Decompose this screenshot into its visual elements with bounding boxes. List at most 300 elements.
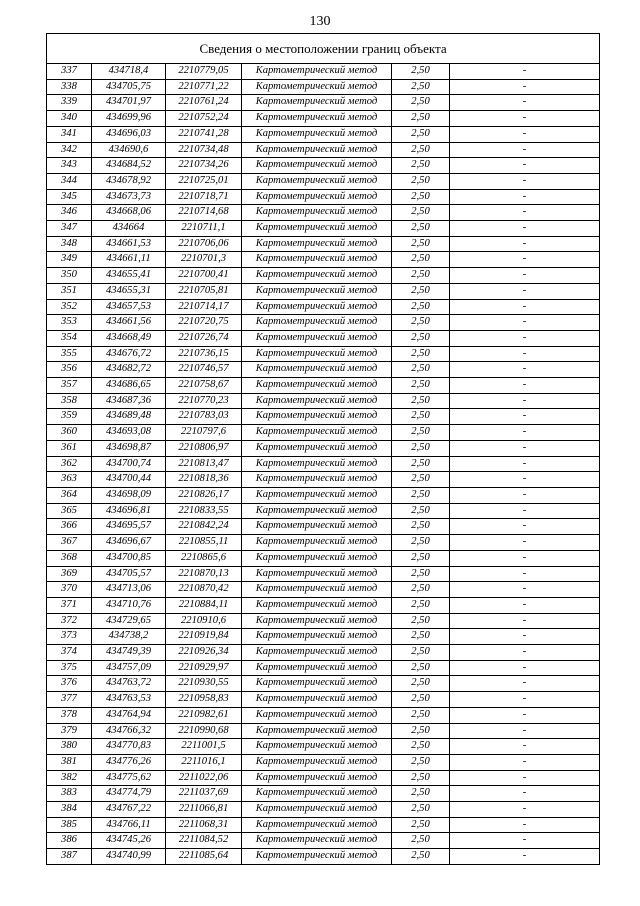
method-cell: Картометрический метод	[242, 315, 392, 331]
description-cell: -	[450, 739, 600, 755]
y-coordinate-cell: 2210714,17	[166, 299, 242, 315]
point-number-cell: 365	[47, 503, 92, 519]
method-cell: Картометрический метод	[242, 597, 392, 613]
description-cell: -	[450, 613, 600, 629]
y-coordinate-cell: 2210706,06	[166, 236, 242, 252]
table-row	[47, 660, 600, 676]
table-row	[47, 723, 600, 739]
x-coordinate-cell: 434718,4	[92, 64, 166, 80]
accuracy-cell: 2,50	[392, 330, 450, 346]
accuracy-cell: 2,50	[392, 597, 450, 613]
boundary-coordinates-table	[46, 33, 600, 865]
description-cell: -	[450, 849, 600, 865]
y-coordinate-cell: 2210797,6	[166, 425, 242, 441]
page-number: 130	[309, 14, 331, 29]
point-number-cell: 344	[47, 173, 92, 189]
table-row	[47, 330, 600, 346]
point-number-cell: 337	[47, 64, 92, 80]
method-cell: Картометрический метод	[242, 409, 392, 425]
point-number-cell: 346	[47, 205, 92, 221]
x-coordinate-cell: 434661,56	[92, 315, 166, 331]
description-cell: -	[450, 111, 600, 127]
x-coordinate-cell: 434676,72	[92, 346, 166, 362]
x-coordinate-cell: 434710,76	[92, 597, 166, 613]
method-cell: Картометрический метод	[242, 817, 392, 833]
point-number-cell: 379	[47, 723, 92, 739]
method-cell: Картометрический метод	[242, 582, 392, 598]
y-coordinate-cell: 2210734,26	[166, 158, 242, 174]
x-coordinate-cell: 434738,2	[92, 629, 166, 645]
description-cell: -	[450, 142, 600, 158]
accuracy-cell: 2,50	[392, 409, 450, 425]
description-cell: -	[450, 582, 600, 598]
method-cell: Картометрический метод	[242, 550, 392, 566]
table-row	[47, 95, 600, 111]
y-coordinate-cell: 2210725,01	[166, 173, 242, 189]
accuracy-cell: 2,50	[392, 770, 450, 786]
accuracy-cell: 2,50	[392, 613, 450, 629]
y-coordinate-cell: 2210884,11	[166, 597, 242, 613]
table-row	[47, 582, 600, 598]
table-row	[47, 849, 600, 865]
y-coordinate-cell: 2210826,17	[166, 487, 242, 503]
x-coordinate-cell: 434700,44	[92, 472, 166, 488]
x-coordinate-cell: 434682,72	[92, 362, 166, 378]
point-number-cell: 348	[47, 236, 92, 252]
accuracy-cell: 2,50	[392, 786, 450, 802]
y-coordinate-cell: 2210833,55	[166, 503, 242, 519]
point-number-cell: 352	[47, 299, 92, 315]
point-number-cell: 353	[47, 315, 92, 331]
x-coordinate-cell: 434678,92	[92, 173, 166, 189]
accuracy-cell: 2,50	[392, 519, 450, 535]
accuracy-cell: 2,50	[392, 707, 450, 723]
y-coordinate-cell: 2211084,52	[166, 833, 242, 849]
y-coordinate-cell: 2210926,34	[166, 645, 242, 661]
x-coordinate-cell: 434770,83	[92, 739, 166, 755]
x-coordinate-cell: 434740,99	[92, 849, 166, 865]
point-number-cell: 378	[47, 707, 92, 723]
method-cell: Картометрический метод	[242, 833, 392, 849]
table-row	[47, 409, 600, 425]
accuracy-cell: 2,50	[392, 723, 450, 739]
description-cell: -	[450, 472, 600, 488]
table-row	[47, 283, 600, 299]
description-cell: -	[450, 817, 600, 833]
description-cell: -	[450, 503, 600, 519]
method-cell: Картометрический метод	[242, 111, 392, 127]
accuracy-cell: 2,50	[392, 660, 450, 676]
description-cell: -	[450, 519, 600, 535]
table-row	[47, 346, 600, 362]
x-coordinate-cell: 434713,06	[92, 582, 166, 598]
description-cell: -	[450, 786, 600, 802]
table-row	[47, 142, 600, 158]
method-cell: Картометрический метод	[242, 378, 392, 394]
y-coordinate-cell: 2210806,97	[166, 440, 242, 456]
description-cell: -	[450, 425, 600, 441]
table-row	[47, 817, 600, 833]
x-coordinate-cell: 434766,32	[92, 723, 166, 739]
x-coordinate-cell: 434767,22	[92, 802, 166, 818]
point-number-cell: 349	[47, 252, 92, 268]
point-number-cell: 380	[47, 739, 92, 755]
method-cell: Картометрический метод	[242, 723, 392, 739]
x-coordinate-cell: 434705,75	[92, 79, 166, 95]
x-coordinate-cell: 434689,48	[92, 409, 166, 425]
point-number-cell: 373	[47, 629, 92, 645]
y-coordinate-cell: 2210705,81	[166, 283, 242, 299]
method-cell: Картометрический метод	[242, 236, 392, 252]
y-coordinate-cell: 2210770,23	[166, 393, 242, 409]
accuracy-cell: 2,50	[392, 393, 450, 409]
point-number-cell: 340	[47, 111, 92, 127]
accuracy-cell: 2,50	[392, 739, 450, 755]
y-coordinate-cell: 2211001,5	[166, 739, 242, 755]
point-number-cell: 338	[47, 79, 92, 95]
description-cell: -	[450, 676, 600, 692]
method-cell: Картометрический метод	[242, 613, 392, 629]
x-coordinate-cell: 434699,96	[92, 111, 166, 127]
method-cell: Картометрический метод	[242, 95, 392, 111]
method-cell: Картометрический метод	[242, 189, 392, 205]
x-coordinate-cell: 434693,08	[92, 425, 166, 441]
y-coordinate-cell: 2210758,67	[166, 378, 242, 394]
x-coordinate-cell: 434698,87	[92, 440, 166, 456]
table-row	[47, 487, 600, 503]
accuracy-cell: 2,50	[392, 833, 450, 849]
description-cell: -	[450, 346, 600, 362]
table-row	[47, 786, 600, 802]
x-coordinate-cell: 434687,36	[92, 393, 166, 409]
point-number-cell: 369	[47, 566, 92, 582]
x-coordinate-cell: 434698,09	[92, 487, 166, 503]
point-number-cell: 339	[47, 95, 92, 111]
method-cell: Картометрический метод	[242, 268, 392, 284]
accuracy-cell: 2,50	[392, 158, 450, 174]
table-row	[47, 629, 600, 645]
table-row	[47, 645, 600, 661]
method-cell: Картометрический метод	[242, 221, 392, 237]
method-cell: Картометрический метод	[242, 205, 392, 221]
point-number-cell: 376	[47, 676, 92, 692]
y-coordinate-cell: 2211066,81	[166, 802, 242, 818]
description-cell: -	[450, 173, 600, 189]
table-row	[47, 173, 600, 189]
accuracy-cell: 2,50	[392, 425, 450, 441]
x-coordinate-cell: 434655,31	[92, 283, 166, 299]
method-cell: Картометрический метод	[242, 393, 392, 409]
method-cell: Картометрический метод	[242, 64, 392, 80]
point-number-cell: 351	[47, 283, 92, 299]
y-coordinate-cell: 2210842,24	[166, 519, 242, 535]
description-cell: -	[450, 268, 600, 284]
x-coordinate-cell: 434668,06	[92, 205, 166, 221]
point-number-cell: 367	[47, 535, 92, 551]
point-number-cell: 366	[47, 519, 92, 535]
y-coordinate-cell: 2210870,42	[166, 582, 242, 598]
point-number-cell: 359	[47, 409, 92, 425]
x-coordinate-cell: 434684,52	[92, 158, 166, 174]
accuracy-cell: 2,50	[392, 692, 450, 708]
description-cell: -	[450, 283, 600, 299]
method-cell: Картометрический метод	[242, 425, 392, 441]
method-cell: Картометрический метод	[242, 252, 392, 268]
y-coordinate-cell: 2210761,24	[166, 95, 242, 111]
point-number-cell: 357	[47, 378, 92, 394]
accuracy-cell: 2,50	[392, 173, 450, 189]
table-row	[47, 597, 600, 613]
description-cell: -	[450, 456, 600, 472]
method-cell: Картометрический метод	[242, 754, 392, 770]
accuracy-cell: 2,50	[392, 189, 450, 205]
y-coordinate-cell: 2210990,68	[166, 723, 242, 739]
x-coordinate-cell: 434776,26	[92, 754, 166, 770]
table-title: Сведения о местоположении границ объекта	[47, 34, 600, 64]
method-cell: Картометрический метод	[242, 566, 392, 582]
accuracy-cell: 2,50	[392, 472, 450, 488]
method-cell: Картометрический метод	[242, 629, 392, 645]
y-coordinate-cell: 2211022,06	[166, 770, 242, 786]
method-cell: Картометрический метод	[242, 487, 392, 503]
method-cell: Картометрический метод	[242, 346, 392, 362]
table-row	[47, 268, 600, 284]
x-coordinate-cell: 434686,65	[92, 378, 166, 394]
point-number-cell: 371	[47, 597, 92, 613]
description-cell: -	[450, 440, 600, 456]
point-number-cell: 354	[47, 330, 92, 346]
y-coordinate-cell: 2210779,05	[166, 64, 242, 80]
table-row	[47, 739, 600, 755]
y-coordinate-cell: 2210714,68	[166, 205, 242, 221]
method-cell: Картометрический метод	[242, 362, 392, 378]
description-cell: -	[450, 409, 600, 425]
table-row	[47, 613, 600, 629]
accuracy-cell: 2,50	[392, 95, 450, 111]
x-coordinate-cell: 434695,57	[92, 519, 166, 535]
x-coordinate-cell: 434661,53	[92, 236, 166, 252]
y-coordinate-cell: 2210813,47	[166, 456, 242, 472]
table-row	[47, 425, 600, 441]
y-coordinate-cell: 2210982,61	[166, 707, 242, 723]
accuracy-cell: 2,50	[392, 802, 450, 818]
description-cell: -	[450, 221, 600, 237]
y-coordinate-cell: 2210929,97	[166, 660, 242, 676]
x-coordinate-cell: 434700,85	[92, 550, 166, 566]
y-coordinate-cell: 2210711,1	[166, 221, 242, 237]
method-cell: Картометрический метод	[242, 786, 392, 802]
description-cell: -	[450, 645, 600, 661]
method-cell: Картометрический метод	[242, 126, 392, 142]
description-cell: -	[450, 566, 600, 582]
method-cell: Картометрический метод	[242, 472, 392, 488]
description-cell: -	[450, 393, 600, 409]
table-row	[47, 126, 600, 142]
y-coordinate-cell: 2210700,41	[166, 268, 242, 284]
accuracy-cell: 2,50	[392, 817, 450, 833]
point-number-cell: 361	[47, 440, 92, 456]
description-cell: -	[450, 299, 600, 315]
y-coordinate-cell: 2210958,83	[166, 692, 242, 708]
accuracy-cell: 2,50	[392, 849, 450, 865]
point-number-cell: 350	[47, 268, 92, 284]
accuracy-cell: 2,50	[392, 236, 450, 252]
table-row	[47, 299, 600, 315]
description-cell: -	[450, 205, 600, 221]
table-row	[47, 535, 600, 551]
table-row	[47, 362, 600, 378]
description-cell: -	[450, 330, 600, 346]
method-cell: Картометрический метод	[242, 456, 392, 472]
point-number-cell: 343	[47, 158, 92, 174]
accuracy-cell: 2,50	[392, 299, 450, 315]
point-number-cell: 374	[47, 645, 92, 661]
table-row	[47, 79, 600, 95]
point-number-cell: 383	[47, 786, 92, 802]
x-coordinate-cell: 434655,41	[92, 268, 166, 284]
y-coordinate-cell: 2210701,3	[166, 252, 242, 268]
y-coordinate-cell: 2211037,69	[166, 786, 242, 802]
y-coordinate-cell: 2210865,6	[166, 550, 242, 566]
description-cell: -	[450, 770, 600, 786]
accuracy-cell: 2,50	[392, 142, 450, 158]
point-number-cell: 355	[47, 346, 92, 362]
x-coordinate-cell: 434766,11	[92, 817, 166, 833]
x-coordinate-cell: 434664	[92, 221, 166, 237]
description-cell: -	[450, 692, 600, 708]
description-cell: -	[450, 550, 600, 566]
y-coordinate-cell: 2210855,11	[166, 535, 242, 551]
accuracy-cell: 2,50	[392, 64, 450, 80]
accuracy-cell: 2,50	[392, 111, 450, 127]
accuracy-cell: 2,50	[392, 126, 450, 142]
description-cell: -	[450, 833, 600, 849]
table-row	[47, 252, 600, 268]
description-cell: -	[450, 95, 600, 111]
table-row	[47, 111, 600, 127]
table-row	[47, 566, 600, 582]
method-cell: Картометрический метод	[242, 283, 392, 299]
description-cell: -	[450, 629, 600, 645]
table-row	[47, 189, 600, 205]
method-cell: Картометрический метод	[242, 660, 392, 676]
accuracy-cell: 2,50	[392, 566, 450, 582]
point-number-cell: 382	[47, 770, 92, 786]
table-row	[47, 472, 600, 488]
y-coordinate-cell: 2210746,57	[166, 362, 242, 378]
y-coordinate-cell: 2210734,48	[166, 142, 242, 158]
method-cell: Картометрический метод	[242, 519, 392, 535]
x-coordinate-cell: 434729,65	[92, 613, 166, 629]
accuracy-cell: 2,50	[392, 676, 450, 692]
description-cell: -	[450, 315, 600, 331]
description-cell: -	[450, 79, 600, 95]
method-cell: Картометрический метод	[242, 440, 392, 456]
point-number-cell: 384	[47, 802, 92, 818]
description-cell: -	[450, 236, 600, 252]
method-cell: Картометрический метод	[242, 330, 392, 346]
y-coordinate-cell: 2210930,55	[166, 676, 242, 692]
description-cell: -	[450, 158, 600, 174]
y-coordinate-cell: 2210771,22	[166, 79, 242, 95]
point-number-cell: 345	[47, 189, 92, 205]
x-coordinate-cell: 434764,94	[92, 707, 166, 723]
method-cell: Картометрический метод	[242, 739, 392, 755]
point-number-cell: 385	[47, 817, 92, 833]
accuracy-cell: 2,50	[392, 629, 450, 645]
point-number-cell: 381	[47, 754, 92, 770]
method-cell: Картометрический метод	[242, 158, 392, 174]
x-coordinate-cell: 434705,57	[92, 566, 166, 582]
x-coordinate-cell: 434696,81	[92, 503, 166, 519]
method-cell: Картометрический метод	[242, 692, 392, 708]
accuracy-cell: 2,50	[392, 456, 450, 472]
table-row	[47, 519, 600, 535]
point-number-cell: 358	[47, 393, 92, 409]
x-coordinate-cell: 434774,79	[92, 786, 166, 802]
description-cell: -	[450, 723, 600, 739]
method-cell: Картометрический метод	[242, 173, 392, 189]
method-cell: Картометрический метод	[242, 535, 392, 551]
y-coordinate-cell: 2210720,75	[166, 315, 242, 331]
x-coordinate-cell: 434673,73	[92, 189, 166, 205]
table-row	[47, 676, 600, 692]
y-coordinate-cell: 2210870,13	[166, 566, 242, 582]
table-row	[47, 754, 600, 770]
y-coordinate-cell: 2211068,31	[166, 817, 242, 833]
accuracy-cell: 2,50	[392, 268, 450, 284]
accuracy-cell: 2,50	[392, 645, 450, 661]
table-row	[47, 205, 600, 221]
point-number-cell: 370	[47, 582, 92, 598]
table-title-row	[47, 34, 600, 64]
point-number-cell: 341	[47, 126, 92, 142]
table-row	[47, 236, 600, 252]
y-coordinate-cell: 2211085,64	[166, 849, 242, 865]
table-row	[47, 550, 600, 566]
method-cell: Картометрический метод	[242, 802, 392, 818]
table-row	[47, 802, 600, 818]
accuracy-cell: 2,50	[392, 205, 450, 221]
point-number-cell: 342	[47, 142, 92, 158]
method-cell: Картометрический метод	[242, 676, 392, 692]
point-number-cell: 356	[47, 362, 92, 378]
accuracy-cell: 2,50	[392, 221, 450, 237]
x-coordinate-cell: 434690,6	[92, 142, 166, 158]
x-coordinate-cell: 434763,53	[92, 692, 166, 708]
accuracy-cell: 2,50	[392, 315, 450, 331]
accuracy-cell: 2,50	[392, 550, 450, 566]
method-cell: Картометрический метод	[242, 299, 392, 315]
x-coordinate-cell: 434775,62	[92, 770, 166, 786]
x-coordinate-cell: 434657,53	[92, 299, 166, 315]
method-cell: Картометрический метод	[242, 849, 392, 865]
point-number-cell: 360	[47, 425, 92, 441]
point-number-cell: 368	[47, 550, 92, 566]
accuracy-cell: 2,50	[392, 362, 450, 378]
description-cell: -	[450, 64, 600, 80]
point-number-cell: 387	[47, 849, 92, 865]
accuracy-cell: 2,50	[392, 252, 450, 268]
description-cell: -	[450, 660, 600, 676]
y-coordinate-cell: 2210752,24	[166, 111, 242, 127]
description-cell: -	[450, 487, 600, 503]
method-cell: Картометрический метод	[242, 770, 392, 786]
accuracy-cell: 2,50	[392, 582, 450, 598]
method-cell: Картометрический метод	[242, 645, 392, 661]
method-cell: Картометрический метод	[242, 79, 392, 95]
point-number-cell: 375	[47, 660, 92, 676]
